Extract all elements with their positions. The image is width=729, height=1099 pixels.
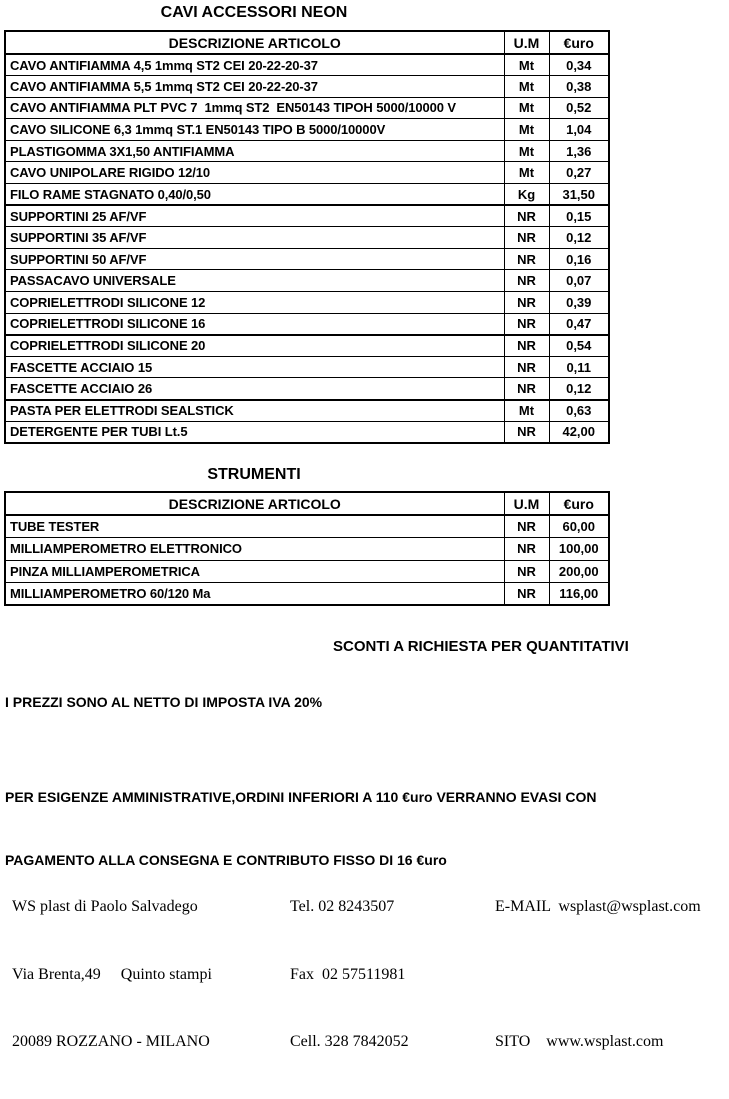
section-title-strumenti: STRUMENTI xyxy=(207,466,301,483)
cell-um: Mt xyxy=(504,76,549,98)
company-city: 20089 ROZZANO - MILANO xyxy=(12,1033,210,1050)
phone-cell: Cell. 328 7842052 xyxy=(290,1033,409,1050)
cell-desc: FASCETTE ACCIAIO 26 xyxy=(5,378,504,400)
cell-um: Mt xyxy=(504,400,549,422)
sito-line: SITO www.wsplast.com xyxy=(495,1033,664,1050)
cell-um: NR xyxy=(504,583,549,606)
cell-price: 0,52 xyxy=(549,97,609,119)
cell-desc: PASSACAVO UNIVERSALE xyxy=(5,270,504,292)
orders-note-line2: PAGAMENTO ALLA CONSEGNA E CONTRIBUTO FISSO DI 16 €uro xyxy=(5,852,447,868)
cell-desc: MILLIAMPEROMETRO 60/120 Ma xyxy=(5,583,504,606)
cell-desc: FASCETTE ACCIAIO 15 xyxy=(5,356,504,378)
cell-price: 60,00 xyxy=(549,515,609,538)
table-row xyxy=(5,378,609,400)
strumenti-price-table xyxy=(4,491,610,606)
table-row xyxy=(5,162,609,184)
cell-price: 0,47 xyxy=(549,313,609,335)
cell-desc: TUBE TESTER xyxy=(5,515,504,538)
header-euro: €uro xyxy=(549,492,609,515)
table-header-row xyxy=(5,492,609,515)
spacer-line xyxy=(495,964,701,987)
table-row xyxy=(5,356,609,378)
header-descrizione: DESCRIZIONE ARTICOLO xyxy=(5,492,504,515)
cell-desc: SUPPORTINI 25 AF/VF xyxy=(5,205,504,227)
cell-um: Mt xyxy=(504,162,549,184)
email-line: E-MAIL wsplast@wsplast.com xyxy=(495,898,701,915)
cell-um: NR xyxy=(504,227,549,249)
cell-price: 1,04 xyxy=(549,119,609,141)
cell-um: NR xyxy=(504,538,549,561)
header-um: U.M xyxy=(504,31,549,54)
cell-price: 31,50 xyxy=(549,184,609,206)
cell-price: 1,36 xyxy=(549,140,609,162)
cell-um: NR xyxy=(504,515,549,538)
header-um: U.M xyxy=(504,492,549,515)
cell-desc: SUPPORTINI 35 AF/VF xyxy=(5,227,504,249)
table-row xyxy=(5,560,609,583)
table-row xyxy=(5,184,609,206)
cell-price: 0,38 xyxy=(549,76,609,98)
cell-desc: CAVO UNIPOLARE RIGIDO 12/10 xyxy=(5,162,504,184)
cell-price: 0,39 xyxy=(549,292,609,314)
cell-um: NR xyxy=(504,335,549,357)
cell-price: 0,11 xyxy=(549,356,609,378)
cell-price: 0,12 xyxy=(549,378,609,400)
header-euro: €uro xyxy=(549,31,609,54)
vat-note: I PREZZI SONO AL NETTO DI IMPOSTA IVA 20% xyxy=(5,694,323,710)
phone-fax: Fax 02 57511981 xyxy=(290,965,406,983)
cell-um: NR xyxy=(504,560,549,583)
cell-um: NR xyxy=(504,248,549,270)
cell-price: 0,63 xyxy=(549,400,609,422)
cell-price: 200,00 xyxy=(549,560,609,583)
cell-price: 116,00 xyxy=(549,583,609,606)
table-row xyxy=(5,97,609,119)
cell-desc: PINZA MILLIAMPEROMETRICA xyxy=(5,560,504,583)
cell-price: 0,15 xyxy=(549,205,609,227)
table-row xyxy=(5,400,609,422)
cell-price: 100,00 xyxy=(549,538,609,561)
table-header-row xyxy=(5,31,609,54)
cell-desc: MILLIAMPEROMETRO ELETTRONICO xyxy=(5,538,504,561)
orders-note-line1: PER ESIGENZE AMMINISTRATIVE,ORDINI INFERIORI A 110 €uro VERRANNO EVASI CON xyxy=(5,789,597,805)
table-row xyxy=(5,270,609,292)
cell-desc: COPRIELETTRODI SILICONE 20 xyxy=(5,335,504,357)
cell-desc: SUPPORTINI 50 AF/VF xyxy=(5,248,504,270)
phone-tel: Tel. 02 8243507 xyxy=(290,898,395,915)
cell-um: Mt xyxy=(504,119,549,141)
footer-address-block xyxy=(12,851,212,1099)
table-row xyxy=(5,292,609,314)
discount-note: SCONTI A RICHIESTA PER QUANTITATIVI xyxy=(333,638,629,655)
cavi-price-table xyxy=(4,30,610,444)
cell-um: NR xyxy=(504,205,549,227)
cell-desc: FILO RAME STAGNATO 0,40/0,50 xyxy=(5,184,504,206)
cell-desc: COPRIELETTRODI SILICONE 12 xyxy=(5,292,504,314)
header-descrizione: DESCRIZIONE ARTICOLO xyxy=(5,31,504,54)
table-row xyxy=(5,119,609,141)
footer xyxy=(0,851,729,1050)
cell-um: NR xyxy=(504,313,549,335)
cell-desc: PLASTIGOMMA 3X1,50 ANTIFIAMMA xyxy=(5,140,504,162)
table-row xyxy=(5,140,609,162)
cell-um: NR xyxy=(504,378,549,400)
cell-desc: CAVO ANTIFIAMMA PLT PVC 7 1mmq ST2 EN50143 TIPOH 5000/10000 V xyxy=(5,97,504,119)
table-row xyxy=(5,421,609,443)
table-row xyxy=(5,227,609,249)
cell-desc: COPRIELETTRODI SILICONE 16 xyxy=(5,313,504,335)
cell-um: Mt xyxy=(504,54,549,76)
cell-price: 42,00 xyxy=(549,421,609,443)
cell-price: 0,16 xyxy=(549,248,609,270)
cell-um: Mt xyxy=(504,140,549,162)
table-row xyxy=(5,515,609,538)
cell-um: Kg xyxy=(504,184,549,206)
table-row xyxy=(5,248,609,270)
cell-price: 0,12 xyxy=(549,227,609,249)
table-row xyxy=(5,335,609,357)
cell-price: 0,07 xyxy=(549,270,609,292)
table-row xyxy=(5,313,609,335)
cell-um: Mt xyxy=(504,97,549,119)
cell-desc: PASTA PER ELETTRODI SEALSTICK xyxy=(5,400,504,422)
cell-um: NR xyxy=(504,356,549,378)
cell-desc: CAVO ANTIFIAMMA 4,5 1mmq ST2 CEI 20-22-20-37 xyxy=(5,54,504,76)
cell-um: NR xyxy=(504,270,549,292)
cell-desc: CAVO ANTIFIAMMA 5,5 1mmq ST2 CEI 20-22-20-37 xyxy=(5,76,504,98)
cell-price: 0,54 xyxy=(549,335,609,357)
cell-desc: DETERGENTE PER TUBI Lt.5 xyxy=(5,421,504,443)
company-street: Via Brenta,49 Quinto stampi xyxy=(12,965,212,983)
footer-phones-block xyxy=(290,851,409,1099)
cell-um: NR xyxy=(504,292,549,314)
table-row xyxy=(5,54,609,76)
table-row xyxy=(5,538,609,561)
page-title: CAVI ACCESSORI NEON xyxy=(160,4,348,21)
cell-desc: CAVO SILICONE 6,3 1mmq ST.1 EN50143 TIPO B 5000/10000V xyxy=(5,119,504,141)
table-row xyxy=(5,76,609,98)
table-row xyxy=(5,583,609,606)
cell-price: 0,34 xyxy=(549,54,609,76)
footer-online-block xyxy=(495,851,701,1099)
table-row xyxy=(5,205,609,227)
cell-price: 0,27 xyxy=(549,162,609,184)
company-name: WS plast di Paolo Salvadego xyxy=(12,898,198,915)
cell-um: NR xyxy=(504,421,549,443)
